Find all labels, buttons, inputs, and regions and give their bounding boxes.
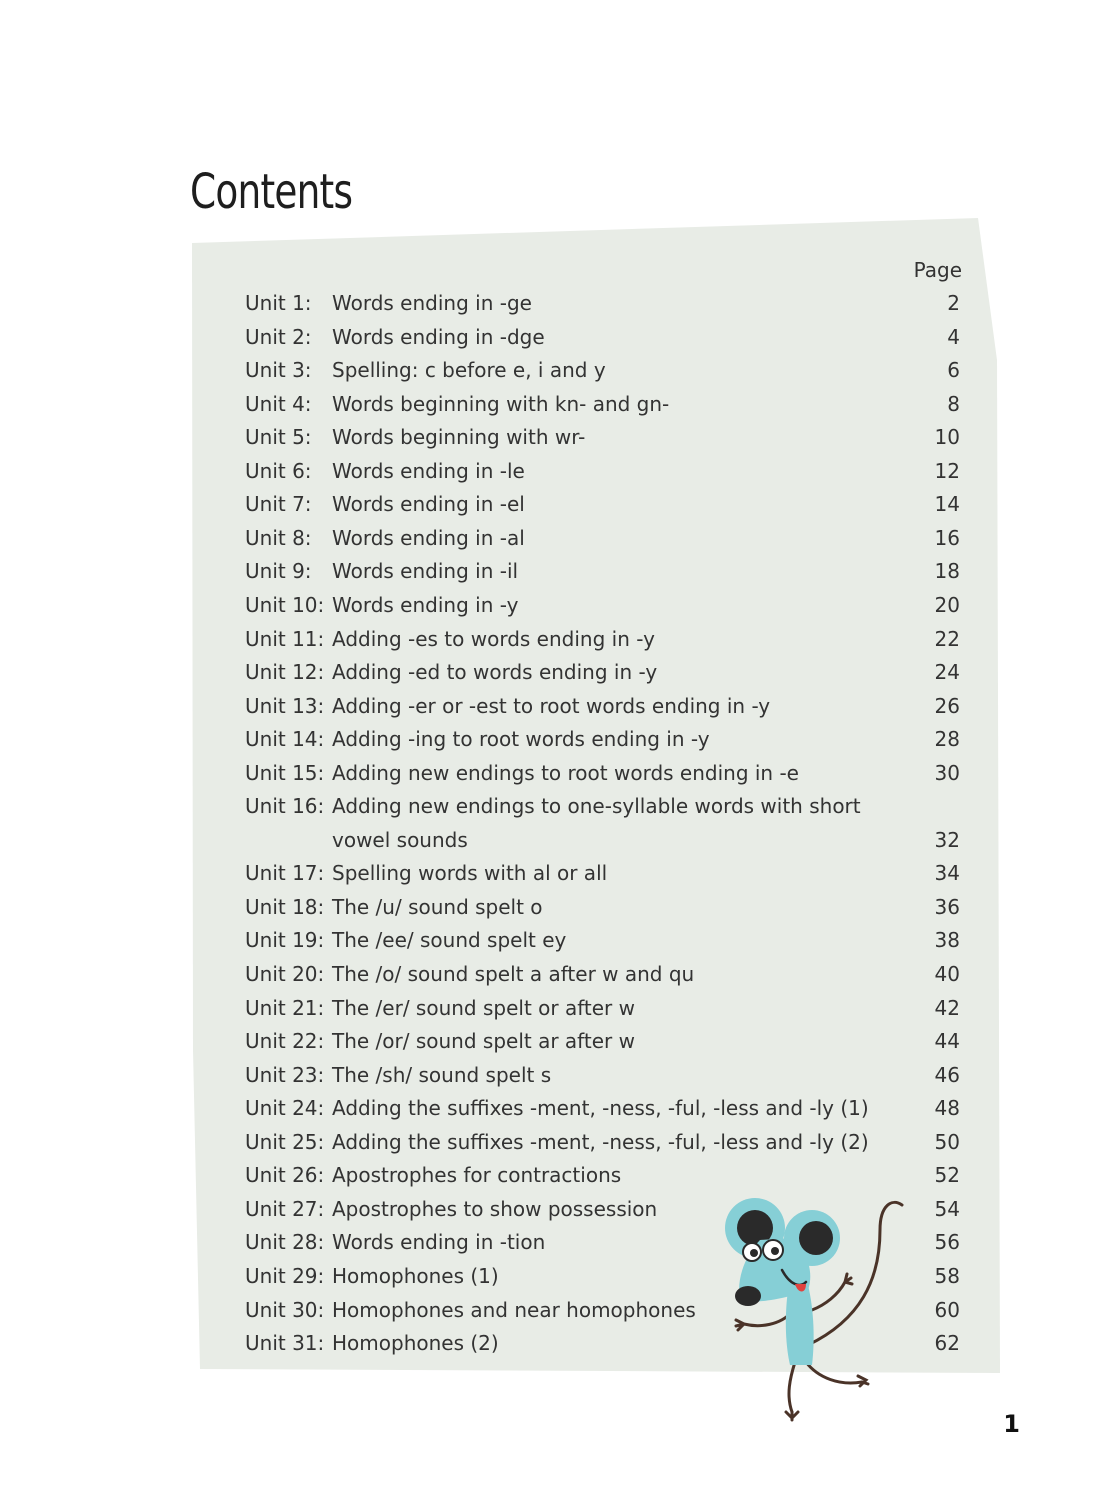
- page-ref: 16: [934, 525, 960, 550]
- unit-title: The /ee/ sound spelt ey: [332, 928, 567, 953]
- page-ref: 22: [934, 626, 960, 651]
- unit-label: Unit 15:: [245, 760, 325, 785]
- unit-label: Unit 2:: [245, 324, 312, 349]
- unit-label: Unit 9:: [245, 559, 312, 584]
- unit-label: Unit 25:: [245, 1129, 325, 1154]
- page-ref: 48: [934, 1096, 960, 1121]
- unit-label: Unit 24:: [245, 1096, 325, 1121]
- unit-title: The /u/ sound spelt o: [332, 894, 543, 919]
- page-ref: 44: [934, 1029, 960, 1054]
- page-ref: 4: [947, 324, 960, 349]
- page-ref: 50: [934, 1129, 960, 1154]
- page-ref: 58: [934, 1263, 960, 1288]
- page-ref: 46: [934, 1062, 960, 1087]
- unit-title: Adding -ing to root words ending in -y: [332, 727, 710, 752]
- unit-title: Adding -er or -est to root words ending in -y: [332, 693, 771, 718]
- unit-title: Words beginning with kn- and gn-: [332, 391, 670, 416]
- page-ref: 30: [934, 760, 960, 785]
- unit-title: vowel sounds: [332, 827, 468, 852]
- unit-label: Unit 18:: [245, 894, 325, 919]
- unit-title: Words beginning with wr-: [332, 425, 586, 450]
- unit-title: Words ending in -le: [332, 458, 525, 483]
- unit-label: Unit 6:: [245, 458, 312, 483]
- unit-title: Words ending in -y: [332, 592, 519, 617]
- unit-label: Unit 17:: [245, 861, 325, 886]
- page-ref: 14: [934, 492, 960, 517]
- unit-label: Unit 12:: [245, 660, 325, 685]
- unit-title: Apostrophes to show possession: [332, 1196, 658, 1221]
- unit-title: Words ending in -il: [332, 559, 519, 584]
- page-ref: 60: [934, 1297, 960, 1322]
- unit-title: Homophones (1): [332, 1263, 499, 1288]
- unit-title: The /or/ sound spelt ar after w: [332, 1029, 635, 1054]
- unit-label: Unit 20:: [245, 962, 325, 986]
- page-ref: 42: [934, 995, 960, 1020]
- page-ref: 18: [934, 559, 960, 584]
- page-ref: 62: [934, 1331, 960, 1356]
- unit-title: The /sh/ sound spelt s: [332, 1062, 552, 1087]
- page-ref: 6: [947, 358, 960, 383]
- unit-label: Unit 28:: [245, 1230, 325, 1255]
- unit-title: Adding new endings to root words ending in -e: [332, 760, 799, 785]
- unit-label: Unit 29:: [245, 1263, 325, 1288]
- unit-title: Apostrophes for contractions: [332, 1163, 622, 1188]
- unit-label: Unit 4:: [245, 391, 312, 416]
- page-ref: 54: [934, 1196, 960, 1221]
- unit-label: Unit 11:: [245, 626, 325, 651]
- page-ref: 24: [934, 660, 960, 685]
- unit-label: Unit 16:: [245, 794, 325, 819]
- page-ref: 2: [947, 291, 960, 315]
- unit-title: Adding the suffixes -ment, -ness, -ful, -less and -ly (2): [332, 1129, 869, 1154]
- unit-title: Words ending in -al: [332, 525, 525, 550]
- unit-label: Unit 21:: [245, 995, 325, 1020]
- page-ref: 20: [934, 592, 960, 617]
- unit-label: Unit 30:: [245, 1297, 325, 1322]
- unit-title: Adding -ed to words ending in -y: [332, 660, 658, 685]
- unit-label: Unit 27:: [245, 1196, 325, 1221]
- unit-title: Adding the suffixes -ment, -ness, -ful, -less and -ly (1): [332, 1096, 869, 1121]
- page-ref: 12: [934, 458, 960, 483]
- unit-label: Unit 3:: [245, 358, 312, 383]
- page-ref: 36: [934, 894, 960, 919]
- unit-label: Unit 13:: [245, 693, 325, 718]
- page-ref: 38: [934, 928, 960, 953]
- page-ref: 52: [934, 1163, 960, 1188]
- page-ref: 32: [934, 827, 960, 852]
- page-ref: 40: [934, 962, 960, 986]
- page-column-header: Page: [913, 258, 962, 282]
- unit-title: Words ending in -dge: [332, 324, 545, 349]
- page-ref: 28: [934, 727, 960, 752]
- unit-title: Adding new endings to one-syllable words with short: [332, 794, 861, 819]
- unit-title: Spelling: c before e, i and y: [332, 358, 606, 383]
- page-title: Contents: [190, 164, 353, 220]
- page-ref: 56: [934, 1230, 960, 1255]
- unit-title: The /er/ sound spelt or after w: [332, 995, 635, 1020]
- unit-label: Unit 1:: [245, 291, 312, 315]
- unit-title: Homophones and near homophones: [332, 1297, 696, 1322]
- page-ref: 34: [934, 861, 960, 886]
- unit-label: Unit 31:: [245, 1331, 325, 1356]
- unit-label: Unit 23:: [245, 1062, 325, 1087]
- unit-label: Unit 22:: [245, 1029, 325, 1054]
- unit-title: Words ending in -tion: [332, 1230, 546, 1255]
- unit-label: Unit 7:: [245, 492, 312, 517]
- page-ref: 26: [934, 693, 960, 718]
- unit-title: Words ending in -el: [332, 492, 525, 517]
- page-ref: 8: [947, 391, 960, 416]
- page-ref: 10: [934, 425, 960, 450]
- page-number: 1: [1003, 1410, 1020, 1438]
- unit-label: Unit 19:: [245, 928, 325, 953]
- unit-title: Adding -es to words ending in -y: [332, 626, 655, 651]
- unit-label: Unit 14:: [245, 727, 325, 752]
- unit-title: Homophones (2): [332, 1331, 499, 1356]
- unit-label: Unit 26:: [245, 1163, 325, 1188]
- unit-label: Unit 10:: [245, 592, 325, 617]
- unit-label: Unit 5:: [245, 425, 312, 450]
- unit-title: Spelling words with al or all: [332, 861, 608, 886]
- unit-title: Words ending in -ge: [332, 291, 532, 315]
- unit-label: Unit 8:: [245, 525, 312, 550]
- unit-title: The /o/ sound spelt a after w and qu: [332, 962, 695, 986]
